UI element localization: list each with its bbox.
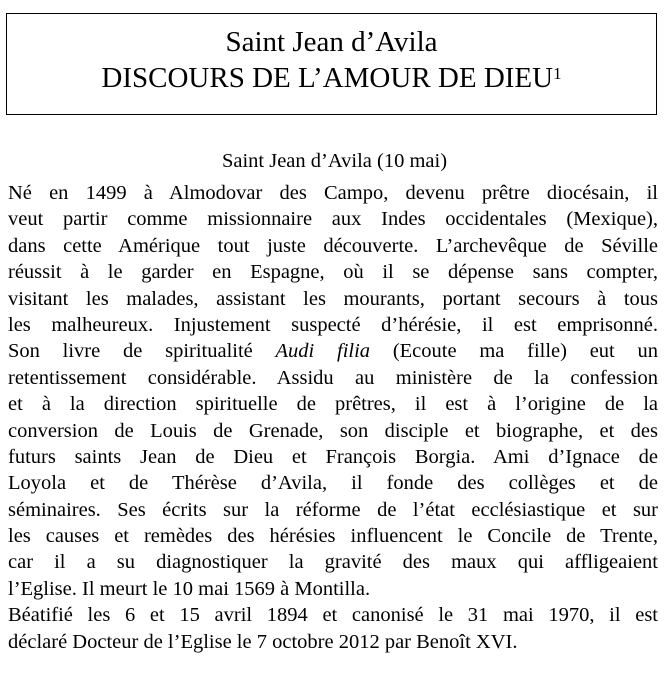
text-line: les malheureux. Injustement suspecté d’hérésie, il est emprisonné.	[8, 313, 658, 336]
text-line-with-title	[8, 338, 658, 364]
text-line: Né en 1499 à Almodovar des Campo, devenu prêtre diocésain, il	[8, 182, 658, 204]
biography-text	[8, 180, 658, 655]
text-line: Loyola et de Thérèse d’Avila, il fonde des collèges et de	[8, 472, 658, 495]
text-line: séminaires. Ses écrits sur la réforme de l’état ecclésiastique et sur	[8, 498, 658, 521]
title-author: Saint Jean d’Avila	[225, 26, 438, 58]
text-line: veut partir comme missionnaire aux Indes occidentales (Mexique),	[8, 208, 658, 231]
text-segment: Son livre de spiritualité	[8, 340, 253, 363]
title-box	[6, 13, 657, 115]
text-line: car il a su diagnostiquer la gravité des maux qui affligeaient	[8, 551, 658, 574]
text-line: réussit à le garder en Espagne, où il se dépense sans compter,	[8, 261, 658, 284]
text-line: Béatifié les 6 et 15 avril 1894 et canonisé le 31 mai 1970, il est	[8, 604, 658, 627]
section-subtitle: Saint Jean d’Avila (10 mai)	[221, 150, 448, 172]
book-title: Audi filia	[275, 340, 371, 363]
text-line: retentissement considérable. Assidu au ministère de la confession	[8, 366, 658, 389]
footnote-reference[interactable]: 1	[553, 64, 562, 83]
title-work-text: DISCOURS DE L’AMOUR DE DIEU	[101, 62, 554, 94]
text-line: l’Eglise. Il meurt le 10 mai 1569 à Montilla.	[8, 577, 371, 600]
text-line: futurs saints Jean de Dieu et François Borgia. Ami d’Ignace de	[8, 445, 658, 468]
text-line: déclaré Docteur de l’Eglise le 7 octobre 2012 par Benoît XVI.	[8, 630, 518, 653]
text-segment: (Ecoute ma fille) eut un	[392, 340, 659, 363]
text-line: visitant les malades, assistant les mourants, portant secours à tous	[8, 287, 658, 310]
title-work	[7, 62, 656, 94]
text-line: et à la direction spirituelle de prêtres, il est à l’origine de la	[8, 393, 658, 416]
text-line: les causes et remèdes des hérésies influencent le Concile de Trente,	[8, 525, 658, 548]
text-line: dans cette Amérique tout juste découverte. L’archevêque de Séville	[8, 234, 658, 257]
text-line: conversion de Louis de Grenade, son disciple et biographe, et des	[8, 419, 658, 442]
